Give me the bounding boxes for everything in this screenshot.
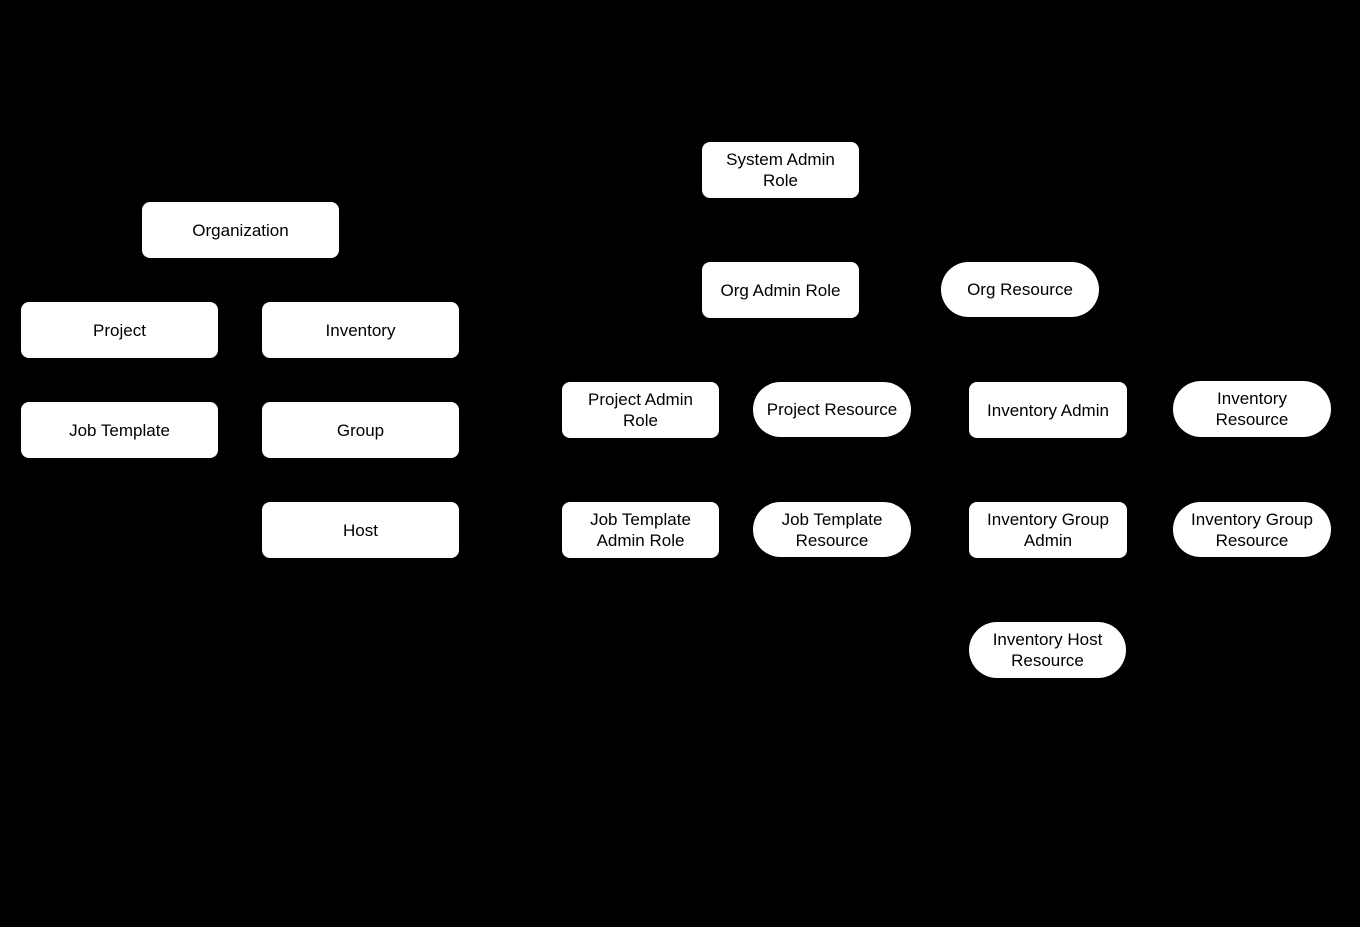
host-node xyxy=(262,502,459,558)
project-label: Project xyxy=(93,320,146,340)
inventory-resource-node xyxy=(1173,381,1331,437)
project-resource-label: Project Resource xyxy=(766,400,898,419)
project-resource-node xyxy=(753,382,911,437)
org-resource-node xyxy=(941,262,1099,317)
group-label: Group xyxy=(336,420,385,440)
inventory-group-admin-label: Inventory Group Admin xyxy=(987,510,1109,550)
inventory-admin-node xyxy=(969,382,1127,438)
project-node xyxy=(21,302,218,358)
system-admin-role-node xyxy=(702,142,859,198)
organization-label: Organization xyxy=(192,220,289,240)
inventory-resource-label: Inventory Resource xyxy=(1215,389,1289,429)
inventory-host-resource-label: Inventory Host Resource xyxy=(992,630,1103,670)
org-admin-role-node xyxy=(702,262,859,318)
inventory-group-resource-label: Inventory Group Resource xyxy=(1191,509,1313,550)
job-template-resource-label: Job Template Resource xyxy=(781,509,883,550)
project-admin-role-node xyxy=(562,382,719,438)
system-admin-role-label: System Admin Role xyxy=(726,150,835,190)
group-node xyxy=(262,402,459,458)
inventory-admin-label: Inventory Admin xyxy=(987,400,1109,420)
job-template-label: Job Template xyxy=(69,420,170,440)
job-template-node xyxy=(21,402,218,458)
inventory-group-admin-node xyxy=(969,502,1127,558)
org-admin-role-label: Org Admin Role xyxy=(720,280,841,300)
job-template-admin-role-node xyxy=(562,502,719,558)
project-admin-role-label: Project Admin Role xyxy=(588,390,693,430)
inventory-label: Inventory xyxy=(325,320,396,340)
organization-node xyxy=(142,202,339,258)
inventory-node xyxy=(262,302,459,358)
inventory-group-resource-node xyxy=(1173,502,1331,557)
job-template-resource-node xyxy=(753,502,911,557)
org-resource-label: Org Resource xyxy=(967,280,1073,299)
job-template-admin-role-label: Job Template Admin Role xyxy=(590,510,691,550)
inventory-host-resource-node xyxy=(969,622,1126,678)
host-label: Host xyxy=(343,520,378,540)
